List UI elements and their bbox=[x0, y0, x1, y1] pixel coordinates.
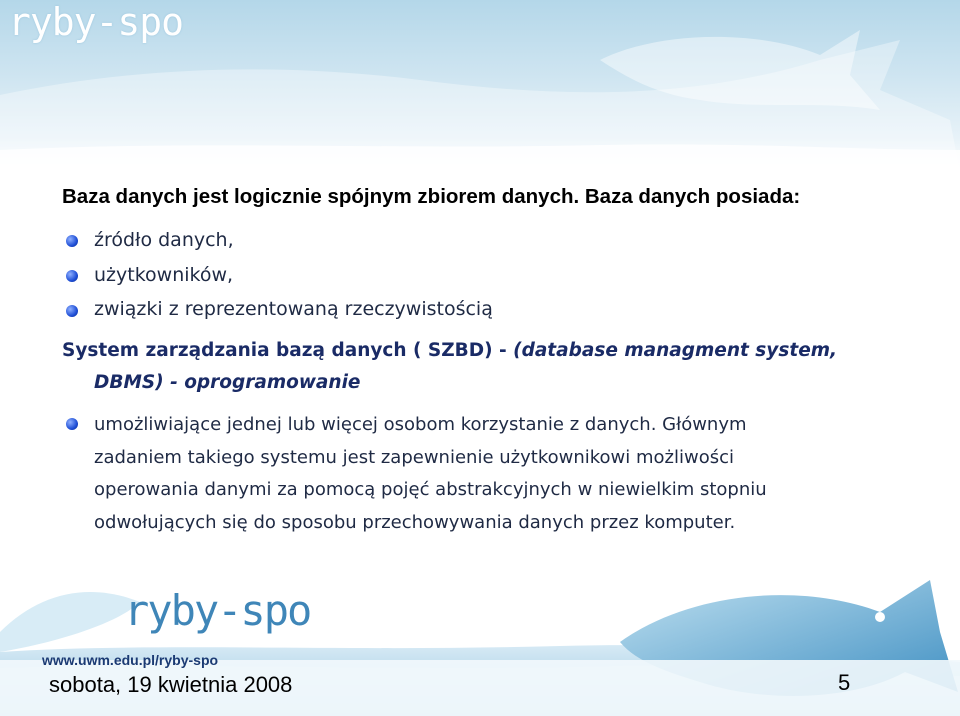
intro-text: Baza danych jest logicznie spójnym zbiorem danych. Baza danych posiada: bbox=[62, 185, 801, 208]
footer-url-link[interactable]: www.uwm.edu.pl/ryby-spo bbox=[42, 652, 219, 668]
page-number: 5 bbox=[838, 670, 851, 695]
bullet-icon bbox=[66, 270, 78, 282]
paragraph-line: umożliwiające jednej lub więcej osobom korzystanie z danych. Głównym bbox=[94, 414, 747, 435]
footer-date: sobota, 19 kwietnia 2008 bbox=[49, 672, 293, 697]
bullet-item: związki z reprezentowaną rzeczywistością bbox=[94, 298, 493, 320]
bullet-icon bbox=[66, 418, 78, 430]
definition-normal: System zarządzania bazą danych ( SZBD) - bbox=[62, 340, 514, 361]
bullet-item: użytkowników, bbox=[94, 264, 234, 286]
paragraph-line: zadaniem takiego systemu jest zapewnienie użytkownikowi możliwości bbox=[94, 446, 734, 468]
logo-top: ryby-spo bbox=[8, 0, 184, 44]
paragraph-line: odwołujących się do sposobu przechowywania danych przez komputer. bbox=[94, 511, 736, 533]
bullet-item: źródło danych, bbox=[94, 229, 234, 251]
logo-bottom: ryby-spo bbox=[124, 586, 311, 635]
paragraph-line: operowania danymi za pomocą pojęć abstrakcyjnych w niewielkim stopniu bbox=[94, 479, 767, 500]
definition-italic: (database managment system, bbox=[513, 340, 838, 361]
definition-heading bbox=[62, 340, 837, 361]
definition-paragraph bbox=[94, 409, 914, 539]
definition-line2: DBMS) - oprogramowanie bbox=[94, 372, 361, 393]
bullet-icon bbox=[66, 305, 78, 317]
bullet-icon bbox=[66, 235, 78, 247]
